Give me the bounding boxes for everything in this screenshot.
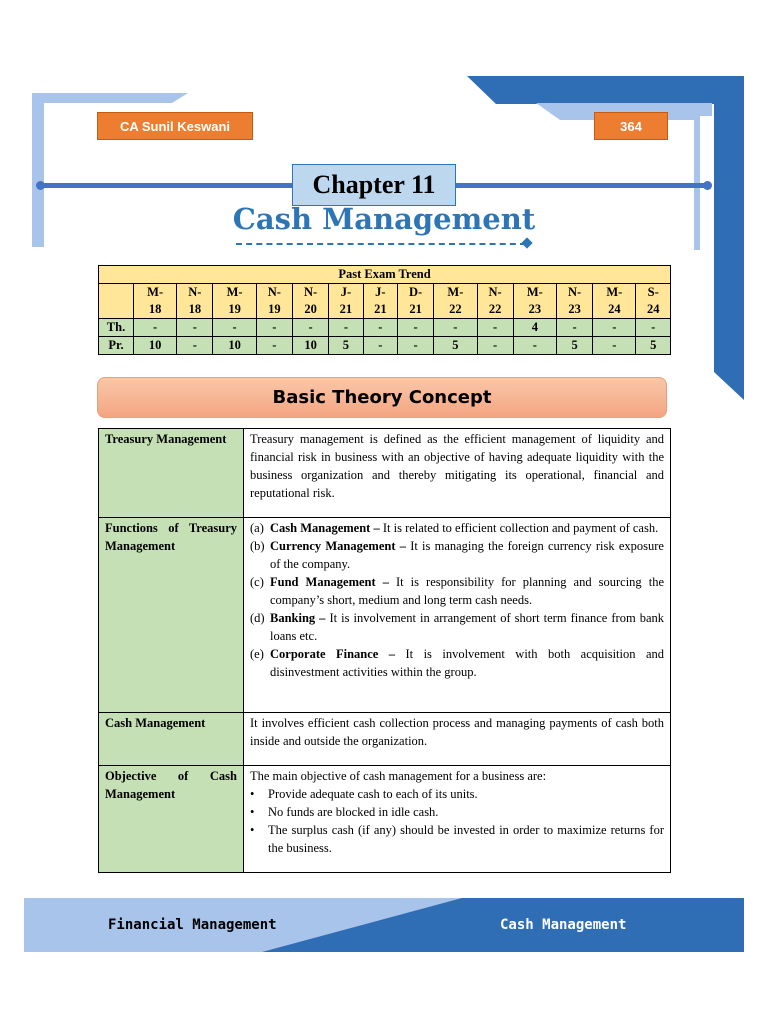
exam-trend-corner [99,284,134,319]
objective-bullet [250,803,664,821]
title-underline [236,243,526,245]
exam-trend-column-header [477,284,513,319]
exam-trend-column-year: 19 [268,302,281,316]
objective-bullet [250,821,664,857]
function-item-text [270,519,664,537]
function-item-description: It is involvement in arrangement of short term finance from bank loans etc. [270,611,664,643]
theory-table [98,428,671,873]
page-number-box [594,112,668,140]
exam-trend-cell: - [636,319,671,337]
bullet-icon: • [250,823,255,837]
theory-row-cash [99,713,671,766]
exam-trend-column-year: 21 [409,302,422,316]
footer-subject: Financial Management [108,917,277,933]
function-item [250,519,664,537]
chapter-label-box [292,164,456,206]
exam-trend-practical-row [99,337,671,355]
exam-trend-column-prefix: N- [568,285,582,299]
function-item-text [270,573,664,609]
exam-trend-cell: - [177,319,213,337]
exam-trend-cell: 4 [513,319,556,337]
exam-trend-cell: - [593,319,636,337]
functions-list [244,518,671,713]
exam-trend-cell: - [363,337,397,355]
exam-trend-cell: - [134,319,177,337]
function-item-marker: (d) [250,611,265,625]
function-item-text [270,645,664,681]
exam-trend-column-header [513,284,556,319]
treasury-text: Treasury management is defined as the efficient management of liquidity and financial risk in business with an objective of having adequate liquidity with the business organization and thereby mitigating its operational, financial and reputational risk. [244,429,671,518]
exam-trend-column-header [256,284,292,319]
exam-trend-column-year: 21 [374,302,387,316]
exam-trend-column-year: 24 [608,302,621,316]
exam-trend-column-prefix: N- [303,285,318,299]
exam-trend-column-year: 18 [148,302,162,316]
section-banner [97,377,667,418]
objective-bullet-text: The surplus cash (if any) should be invested in order to maximize returns for the business. [268,823,664,855]
function-item [250,645,664,681]
exam-trend-cell: - [557,319,593,337]
function-item [250,609,664,645]
functions-label: Functions of Treasury Management [99,518,244,713]
cash-text: It involves efficient cash collection process and managing payments of cash both inside and outside the organization. [244,713,671,766]
exam-trend-column-header [434,284,477,319]
function-item-term: Banking – [270,611,326,625]
exam-trend-column-prefix: D- [409,285,423,299]
exam-trend-column-prefix: M- [526,285,543,299]
exam-trend-column-header [177,284,213,319]
exam-trend-cell: - [398,319,434,337]
function-item-description: It is involvement with both acquisition and disinvestment activities within the group. [270,647,664,679]
exam-trend-cell: 5 [329,337,363,355]
exam-trend-column-prefix: J- [375,285,386,299]
function-item-marker: (b) [250,539,265,553]
exam-trend-column-prefix: N- [488,285,502,299]
function-item-term: Currency Management – [270,539,406,553]
bullet-icon: • [250,787,255,801]
theory-row-functions [99,518,671,713]
function-item-term: Cash Management – [270,521,380,535]
exam-trend-row-label: Th. [99,319,134,337]
exam-trend-column-prefix: M- [147,285,164,299]
exam-trend-column-year: 22 [488,302,502,316]
function-item-marker: (c) [250,575,264,589]
cash-label: Cash Management [99,713,244,766]
exam-trend-column-prefix: M- [606,285,623,299]
exam-trend-cell: - [256,319,292,337]
exam-trend-column-prefix: M- [447,285,464,299]
exam-trend-column-header [636,284,671,319]
function-item-description: It is related to efficient collection and payment of cash. [379,521,659,535]
exam-trend-column-year: 18 [188,302,202,316]
function-item-marker: (e) [250,647,264,661]
chapter-title: Cash Management [232,202,536,236]
exam-trend-title: Past Exam Trend [99,266,671,284]
exam-trend-cell: 5 [434,337,477,355]
exam-trend-column-header [134,284,177,319]
exam-trend-cell: 10 [292,337,328,355]
exam-trend-table [98,265,671,355]
function-item [250,573,664,609]
exam-trend-column-header [557,284,593,319]
exam-trend-cell: 10 [134,337,177,355]
exam-trend-column-year: 23 [528,302,542,316]
exam-trend-column-prefix: S- [647,285,659,299]
footer-chapter: Cash Management [500,917,627,933]
exam-trend-row-label: Pr. [99,337,134,355]
chapter-label: Chapter 11 [312,170,436,199]
exam-trend-header-row [99,284,671,319]
function-item-text [270,609,664,645]
exam-trend-cell: - [292,319,328,337]
author-name: CA Sunil Keswani [119,118,231,134]
exam-trend-column-year: 23 [568,302,581,316]
theory-row-objective [99,766,671,873]
exam-trend-column-header [398,284,434,319]
objective-intro: The main objective of cash management for a business are: [250,769,547,783]
theory-row-treasury [99,429,671,518]
exam-trend-column-prefix: J- [340,285,352,299]
exam-trend-cell: - [593,337,636,355]
function-item-marker: (a) [250,521,264,535]
function-item-description: It is responsibility for planning and sourcing the company’s short, medium and long term cash needs. [270,575,664,607]
exam-trend-column-year: 19 [228,302,241,316]
exam-trend-column-year: 22 [449,302,462,316]
function-item-term: Corporate Finance – [270,647,396,661]
function-item-description: It is managing the foreign currency risk exposure of the company. [270,539,664,571]
exam-trend-cell: - [513,337,556,355]
bullet-icon: • [250,805,255,819]
exam-trend-cell: - [477,337,513,355]
exam-trend-column-header [329,284,363,319]
exam-trend-cell: - [477,319,513,337]
objective-bullet-text: No funds are blocked in idle cash. [268,805,439,819]
exam-trend-cell: - [434,319,477,337]
exam-trend-cell: - [329,319,363,337]
function-item-term: Fund Management – [270,575,389,589]
exam-trend-cell: - [177,337,213,355]
exam-trend-cell: 5 [557,337,593,355]
exam-trend-column-year: 20 [304,302,317,316]
objective-label: Objective of Cash Management [99,766,244,873]
section-banner-text: Basic Theory Concept [272,387,492,408]
exam-trend-cell: - [398,337,434,355]
exam-trend-column-prefix: N- [267,285,281,299]
treasury-label: Treasury Management [99,429,244,518]
exam-trend-column-year: 21 [339,302,353,316]
exam-trend-cell: 10 [213,337,256,355]
exam-trend-cell: - [256,337,292,355]
exam-trend-column-prefix: N- [188,285,202,299]
function-item [250,537,664,573]
exam-trend-theory-row [99,319,671,337]
exam-trend-column-prefix: M- [226,285,243,299]
objective-bullet-text: Provide adequate cash to each of its units. [268,787,478,801]
author-box [97,112,253,140]
exam-trend-column-header [292,284,328,319]
exam-trend-column-header [213,284,256,319]
exam-trend-column-year: 24 [646,302,660,316]
objective-content [244,766,671,873]
exam-trend-column-header [363,284,397,319]
objective-bullet [250,785,664,803]
exam-trend-cell: - [363,319,397,337]
exam-trend-cell: 5 [636,337,671,355]
exam-trend-cell: - [213,319,256,337]
page-number: 364 [620,118,642,134]
function-item-text [270,537,664,573]
exam-trend-column-header [593,284,636,319]
